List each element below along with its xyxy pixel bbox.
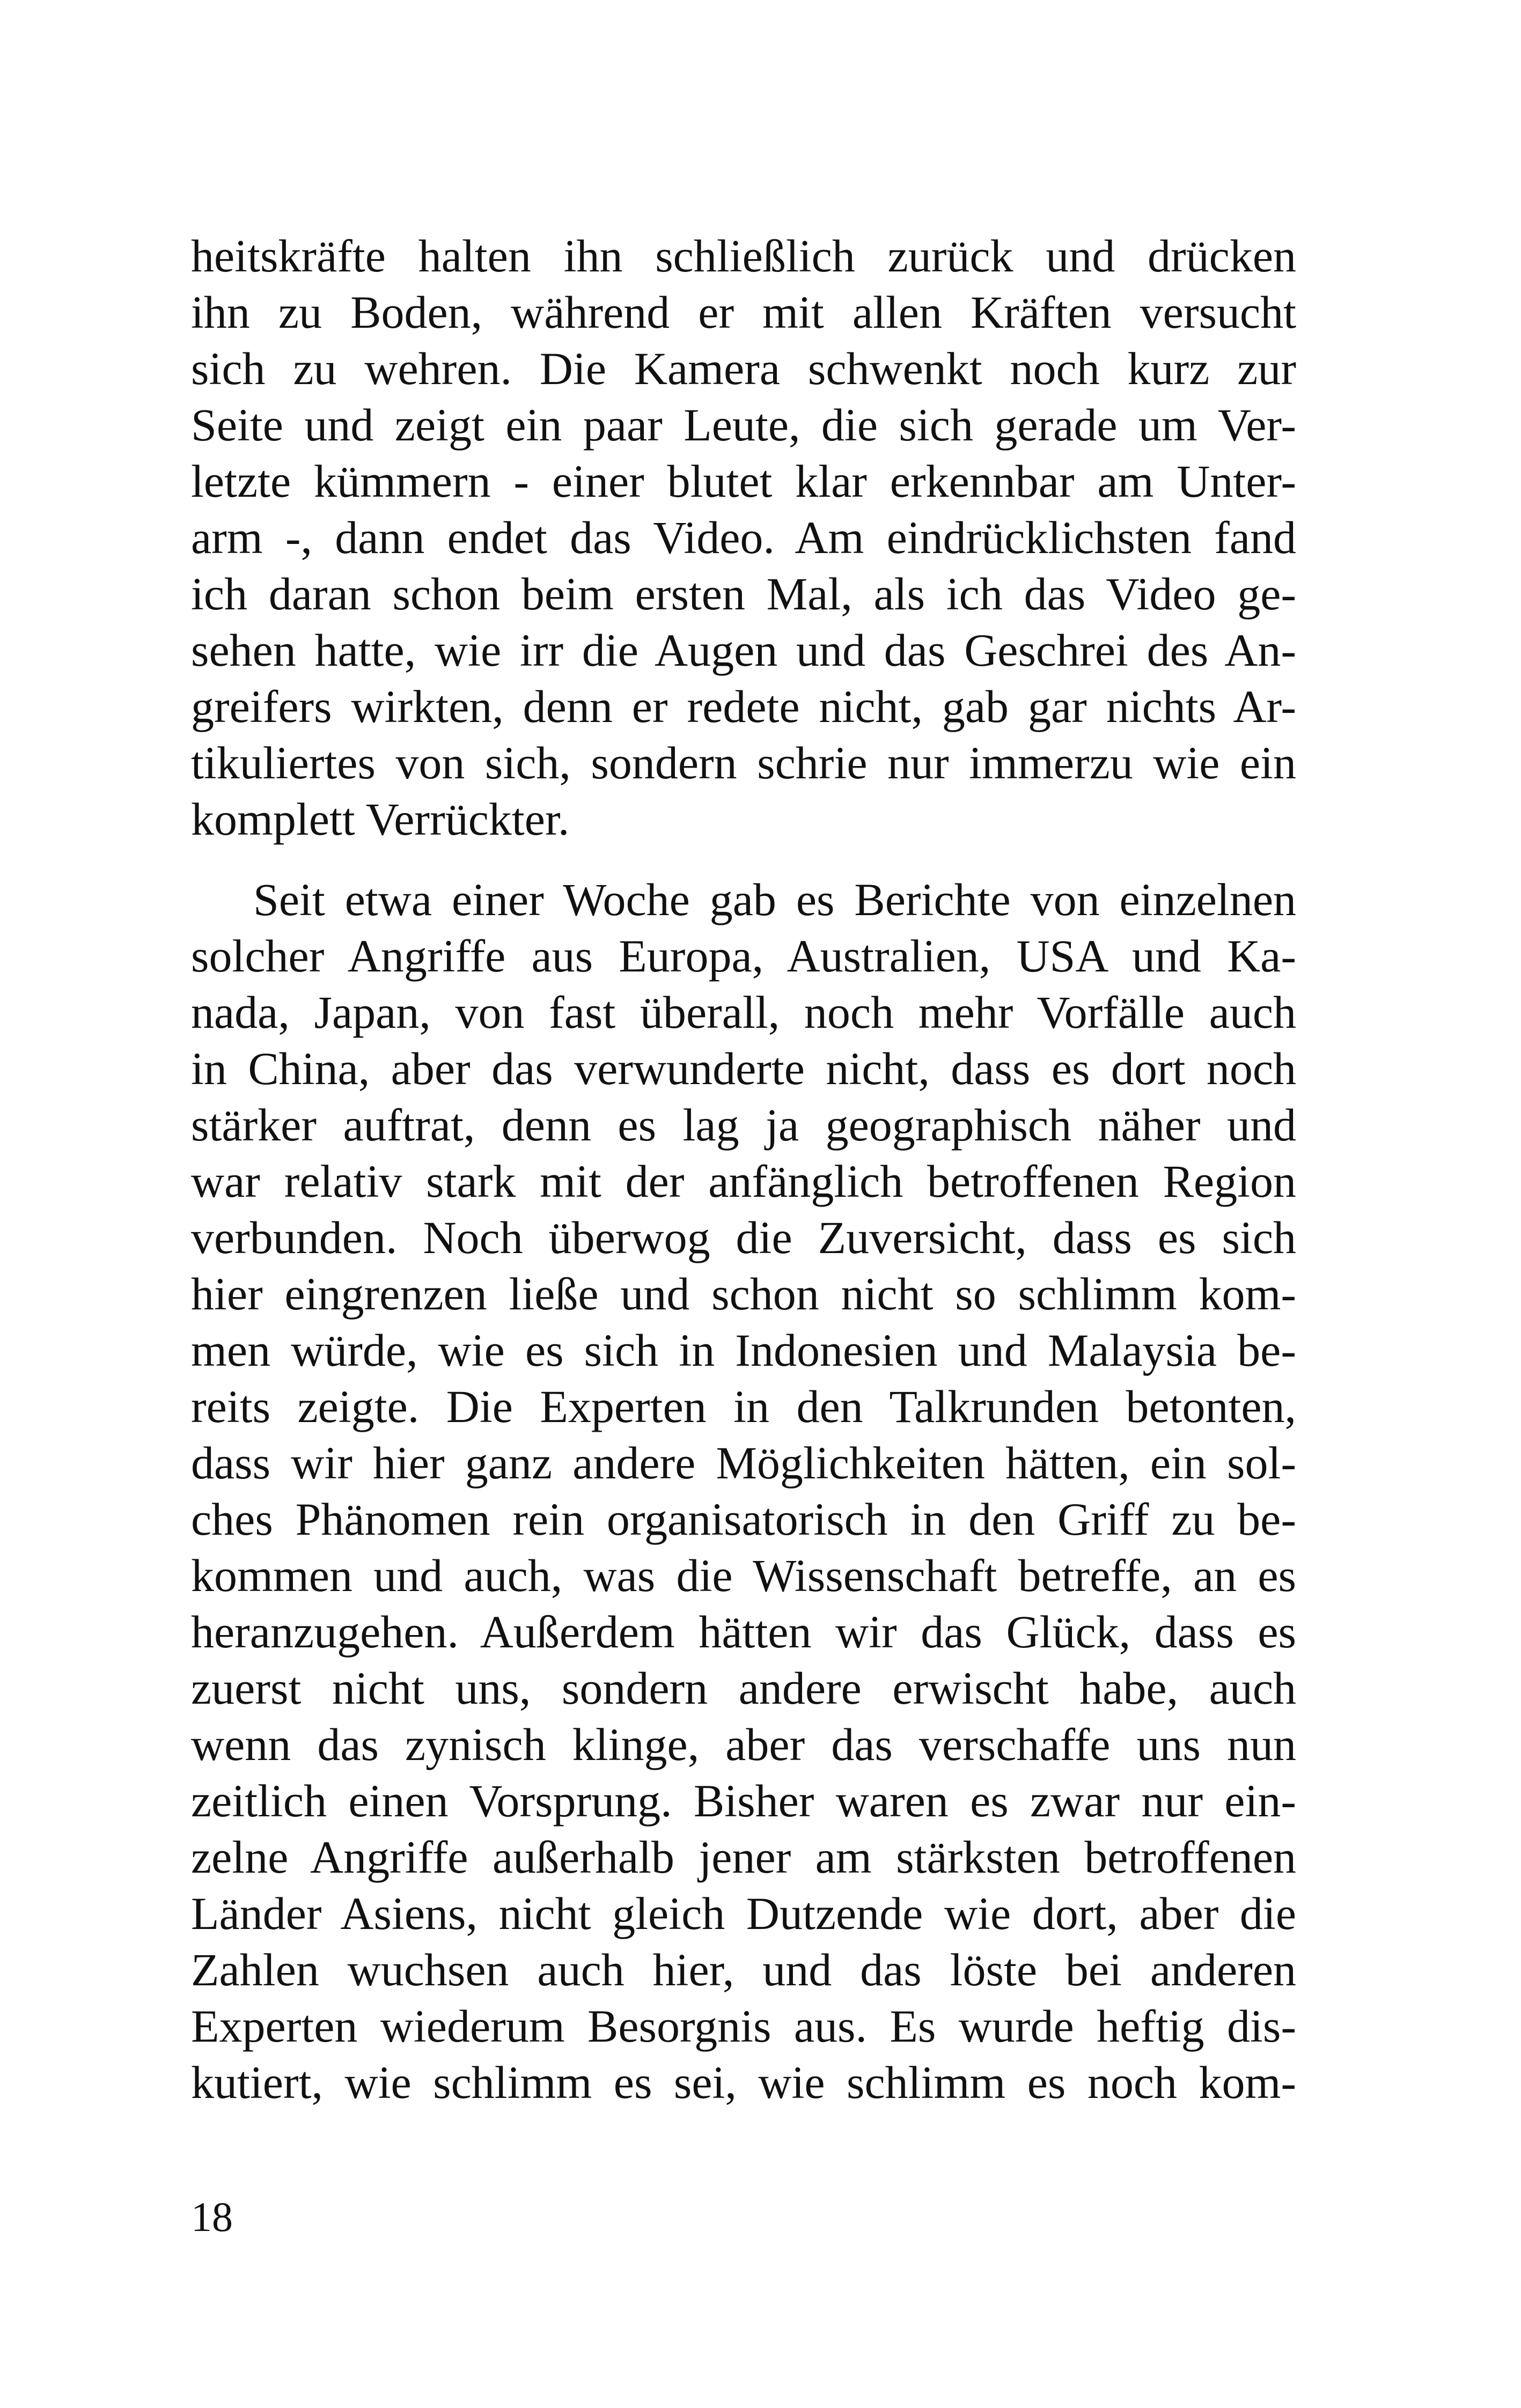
text-line: kommen und auch, was die Wissenschaft betreffe, an es — [191, 1550, 1296, 1601]
text-line: dass wir hier ganz andere Möglichkeiten hätten, ein sol- — [191, 1437, 1296, 1489]
text-line: hier eingrenzen ließe und schon nicht so schlimm kom- — [191, 1268, 1296, 1320]
text-line: ihn zu Boden, während er mit allen Kräften versucht — [191, 286, 1296, 338]
text-line: kutiert, wie schlimm es sei, wie schlimm es noch kom- — [191, 2057, 1296, 2108]
paragraph-gap — [191, 848, 1296, 872]
text-line: heitskräfte halten ihn schließlich zurück und drücken — [191, 230, 1296, 282]
text-line: zuerst nicht uns, sondern andere erwischt habe, auch — [191, 1662, 1296, 1714]
text-line: zelne Angriffe außerhalb jener am stärksten betroffenen — [191, 1831, 1296, 1883]
text-line: Experten wiederum Besorgnis aus. Es wurde heftig dis- — [191, 2000, 1296, 2052]
text-line: wenn das zynisch klinge, aber das verschaffe uns nun — [191, 1719, 1296, 1770]
text-line: tikuliertes von sich, sondern schrie nur immerzu wie ein — [191, 737, 1296, 789]
text-line: ches Phänomen rein organisatorisch in den Griff zu be- — [191, 1493, 1296, 1545]
page-number: 18 — [191, 2193, 233, 2240]
text-line: reits zeigte. Die Experten in den Talkrunden betonten, — [191, 1381, 1296, 1432]
text-line: solcher Angriffe aus Europa, Australien, USA und Ka- — [191, 930, 1296, 982]
text-line: in China, aber das verwunderte nicht, dass es dort noch — [191, 1043, 1296, 1094]
text-line: nada, Japan, von fast überall, noch mehr Vorfälle auch — [191, 986, 1296, 1038]
text-line: arm -, dann endet das Video. Am eindrücklichsten fand — [191, 512, 1296, 563]
text-line: men würde, wie es sich in Indonesien und Malaysia be- — [191, 1324, 1296, 1376]
body-text — [191, 228, 1296, 2111]
text-line: komplett Verrückter. — [191, 793, 570, 845]
text-line: heranzugehen. Außerdem hätten wir das Glück, dass es — [191, 1606, 1296, 1658]
text-line: letzte kümmern - einer blutet klar erkennbar am Unter- — [191, 455, 1296, 507]
text-line: verbunden. Noch überwog die Zuversicht, dass es sich — [191, 1212, 1296, 1263]
text-line: Seite und zeigt ein paar Leute, die sich gerade um Ver- — [191, 399, 1296, 451]
text-line: sich zu wehren. Die Kamera schwenkt noch kurz zur — [191, 343, 1296, 394]
text-line: ich daran schon beim ersten Mal, als ich das Video ge- — [191, 568, 1296, 620]
text-line: greifers wirkten, denn er redete nicht, gab gar nichts Ar- — [191, 681, 1296, 732]
text-line: stärker auftrat, denn es lag ja geographisch näher und — [191, 1099, 1296, 1151]
text-line: Länder Asiens, nicht gleich Dutzende wie dort, aber die — [191, 1888, 1296, 1939]
text-line: Seit etwa einer Woche gab es Berichte von einzelnen — [253, 874, 1296, 925]
text-line: Zahlen wuchsen auch hier, und das löste bei anderen — [191, 1944, 1296, 1995]
text-line: zeitlich einen Vorsprung. Bisher waren es zwar nur ein- — [191, 1775, 1296, 1827]
text-line: sehen hatte, wie irr die Augen und das Geschrei des An- — [191, 624, 1296, 676]
text-line: war relativ stark mit der anfänglich betroffenen Region — [191, 1155, 1296, 1207]
